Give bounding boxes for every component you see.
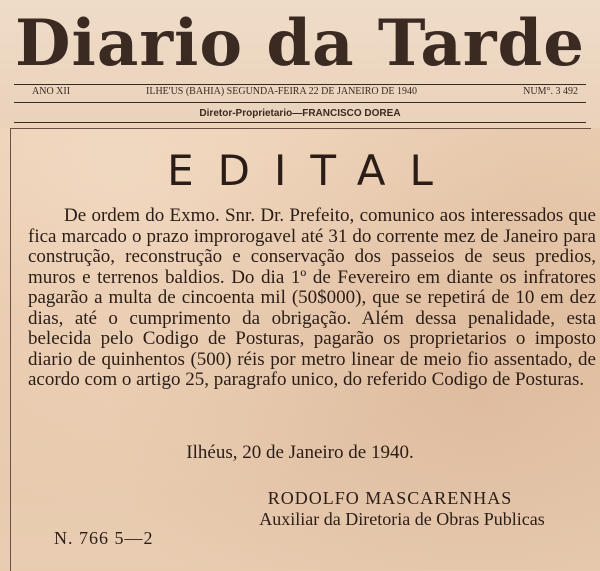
signer-name: RODOLFO MASCARENHAS (267, 488, 513, 508)
notice-signoff: Ilhéus, 20 de Janeiro de 1940. (186, 442, 414, 463)
masthead-meta-row (14, 86, 586, 100)
masthead-rule-top (14, 84, 586, 85)
notice-code: N. 766 5—2 (54, 528, 154, 548)
issue-number: NUM°. 3 492 (523, 86, 578, 97)
notice-paragraph: De ordem do Exmo. Snr. Dr. Prefeito, comunico aos interessados que fica marcado o prazo improrogavel até 31 do corrente mez de Janeiro para construção, reconstrução e conservação dos passeios de seus predios, muros e terrenos baldios. Do dia 1º de Fevereiro em diante os infratores pagarão a multa de cincoenta mil (50$000), que se repetirá de 10 em dez dias, até o cumprimento da obrigação. Além dessa penalidade, esta belecida pelo Codigo de Posturas, pagarão os proprietarios o imposto diario de quinhentos (500) réis por metro linear de meio fio assentado, de acordo com o artigo 25, paragrafo unico, do referido Codigo de Posturas. (28, 205, 596, 390)
masthead-rule-bottom (14, 122, 586, 123)
newspaper-title: Diario da Tarde (15, 6, 585, 81)
masthead-rule-middle (14, 102, 586, 103)
masthead (0, 0, 600, 128)
year-label: ANO XII (32, 86, 71, 97)
director-line: Diretor-Proprietario—FRANCISCO DOREA (199, 108, 401, 119)
notice-body (28, 206, 596, 391)
notice-heading: EDITAL (167, 146, 457, 195)
place-date: ILHE'US (BAHIA) SEGUNDA-FEIRA 22 DE JANEIRO DE 1940 (146, 86, 417, 97)
signer-role: Auxiliar da Diretoria de Obras Publicas (259, 509, 545, 529)
